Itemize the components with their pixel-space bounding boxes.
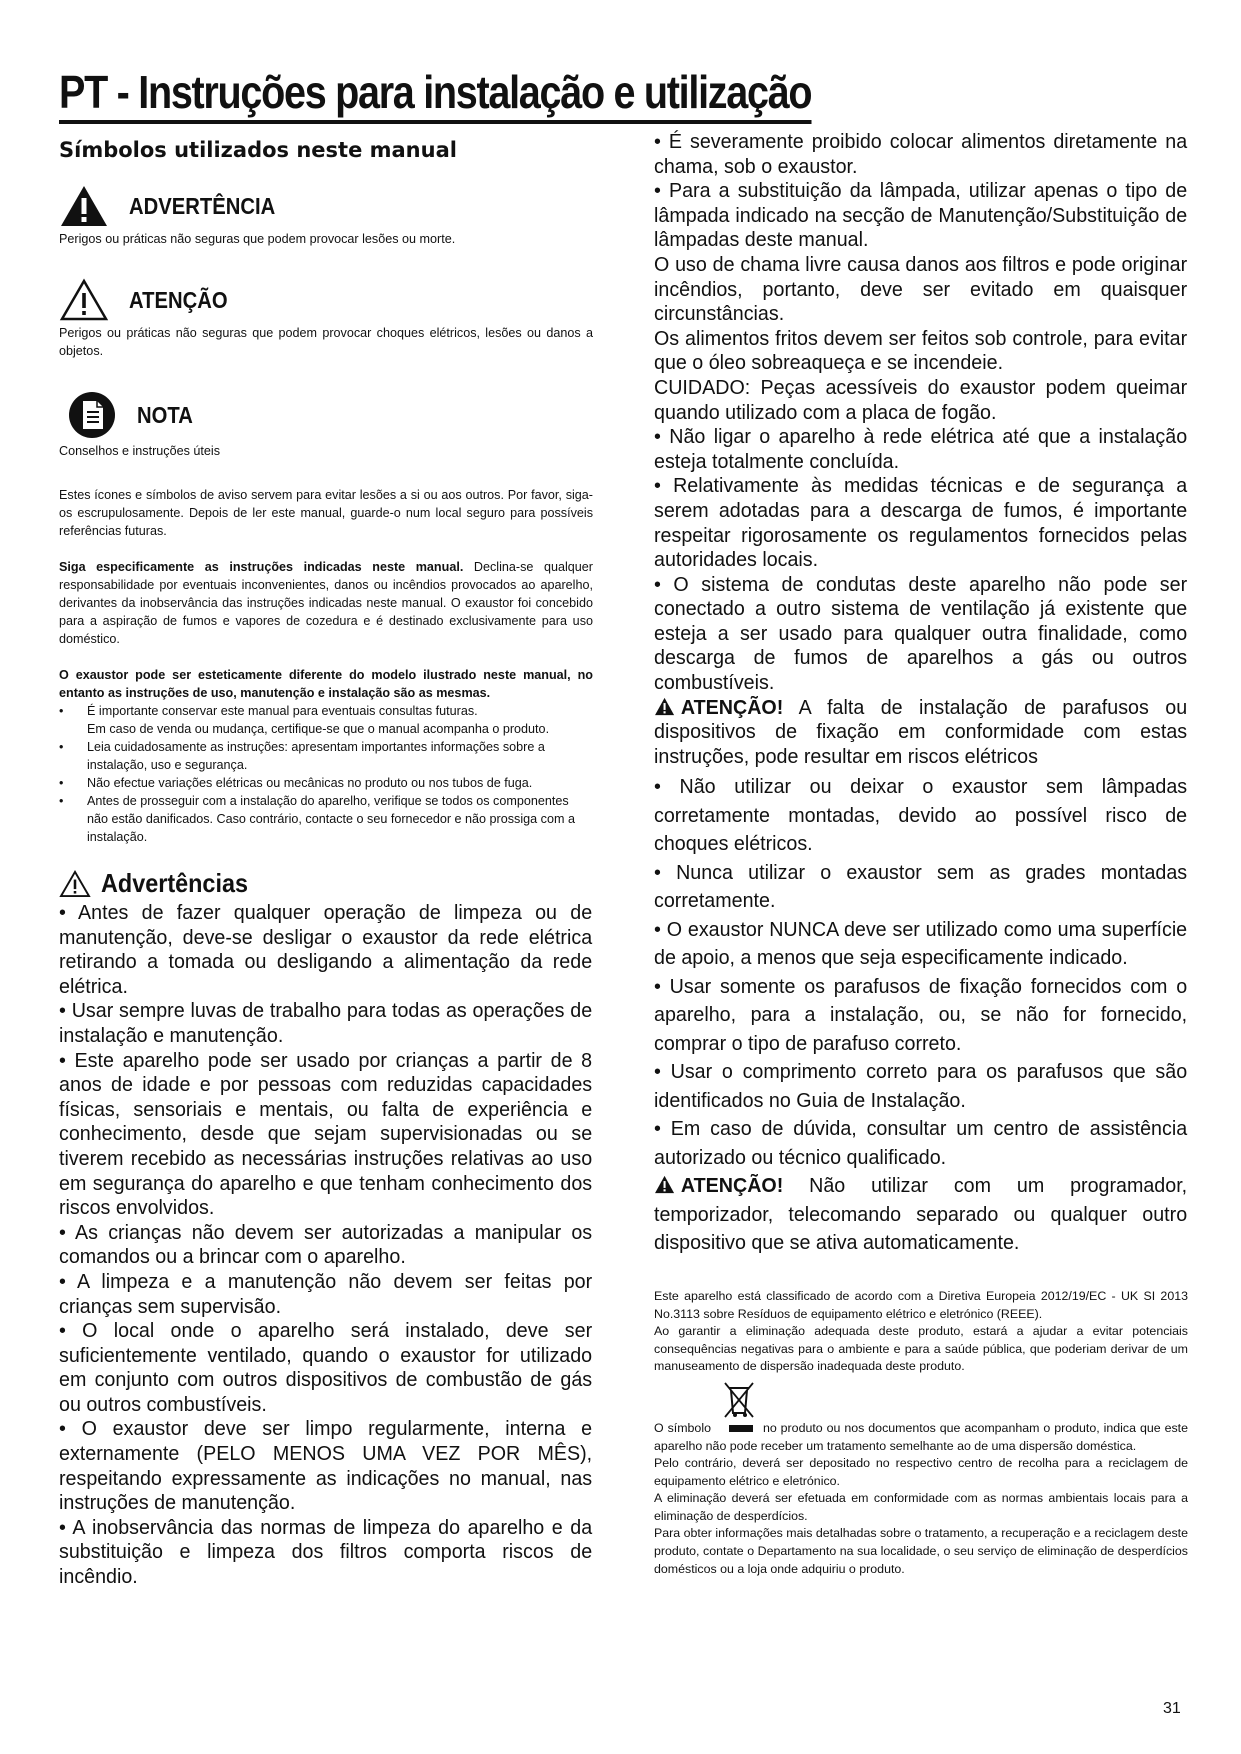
attention-paragraph-1 [654, 696, 1187, 770]
intro-paragraph: Estes ícones e símbolos de aviso servem para evitar lesões a si ou aos outros. Por favor, siga-os escrupulosamente. Depois de ler este manual, guarde-o num local seguro para possíveis referências futuras. [59, 488, 593, 538]
warning-item: • Não ligar o aparelho à rede elétrica até que a instalação esteja totalmente concluída. [654, 425, 1188, 473]
disposal-section [654, 1288, 1188, 1578]
warning-item: • O local onde o aparelho será instalado, deve ser suficientemente ventilado, quando o exaustor for utilizado em conjunto com outros dispositivos de combustão de gás ou outros combustíveis. [59, 1319, 593, 1416]
warning-label: ADVERTÊNCIA [129, 192, 276, 219]
right-column [654, 130, 1188, 1578]
disposal-paragraph: Pelo contrário, deverá ser depositado no respectivo centro de recolha para a reciclagem de equipamento elétrico e eletrónico. [654, 1456, 1188, 1488]
symbol-text: no produto ou nos documentos que acompanham o produto, indica que este aparelho não pode receber um tratamento semelhante ao de uma dispersão doméstica. [654, 1420, 1188, 1453]
warning-item: • Usar sempre luvas de trabalho para todas as operações de instalação e manutenção. [59, 999, 593, 1047]
warning-item: O uso de chama livre causa danos aos filtros e pode originar incêndios, portanto, deve ser evitado em quaisquer circunstâncias. [654, 252, 1188, 326]
disposal-paragraph: A eliminação deverá ser efetuada em conformidade com as normas ambientais locais para a eliminação de desperdícios. [654, 1491, 1188, 1523]
page-number: 31 [1163, 1700, 1181, 1717]
warning-symbol-heading [59, 184, 593, 228]
list-item: • Antes de prosseguir com a instalação do aparelho, verifique se todos os componentes não estão danificados. Caso contrário, contacte o seu fornecedor e não prossiga com a instalação. [59, 792, 593, 846]
warning-filled-icon [654, 1175, 675, 1194]
warning-item: • Antes de fazer qualquer operação de limpeza ou de manutenção, deve-se desligar o exaustor da rede elétrica retirando a tomada ou desligando a alimentação da rede elétrica. [59, 901, 593, 998]
warning-item: • O exaustor deve ser limpo regularmente, interna e externamente (PELO MENOS UMA VEZ POR MÊS), respeitando expressamente as indicações no manual, nas instruções de manutenção. [59, 1417, 593, 1515]
warning-item: • Usar o comprimento correto para os parafusos que são identificados no Guia de Instalação. [654, 1060, 1188, 1112]
list-item: • É importante conservar este manual para eventuais consultas futuras. Em caso de venda ou mudança, certifique-se que o manual acompanha o produto. [59, 702, 593, 738]
warning-item: • As crianças não devem ser autorizadas a manipular os comandos ou a brincar com o aparelho. [59, 1220, 593, 1269]
warning-description: Perigos ou práticas não seguras que podem provocar lesões ou morte. [59, 232, 456, 246]
follow-instructions-text: Declina-se qualquer responsabilidade por eventuais inconvenientes, danos ou incêndios provocados ao aparelho, derivantes da inobservância das instruções indicadas neste manual. O exaustor foi concebido para a aspiração de fumos e vapores de cozedura e é destinado exclusivamente para uso doméstico. [59, 560, 593, 646]
note-symbol-heading [59, 390, 593, 440]
caution-description: Perigos ou práticas não seguras que podem provocar choques elétricos, lesões ou danos a objetos. [59, 326, 593, 358]
warning-item: CUIDADO: Peças acessíveis do exaustor podem queimar quando utilizado com a placa de fogão. [654, 375, 1188, 424]
caution-label: ATENÇÃO [129, 286, 228, 313]
warning-item: • Não utilizar ou deixar o exaustor sem lâmpadas corretamente montadas, devido ao possível risco de choques elétricos. [654, 775, 1188, 856]
left-column [59, 134, 593, 1590]
disposal-symbol-paragraph [654, 1420, 1188, 1455]
warning-item: Os alimentos fritos devem ser feitos sob controle, para evitar que o óleo sobreaqueça e se incendeie. [654, 326, 1188, 375]
crossed-out-bin-icon [719, 1380, 759, 1420]
model-note: O exaustor pode ser esteticamente diferente do modelo ilustrado neste manual, no entanto as instruções de uso, manutenção e instalação são as mesmas. [59, 668, 593, 700]
left-warnings [59, 901, 593, 1590]
caution-outline-icon [59, 870, 91, 898]
warnings-title: Advertências [101, 868, 248, 898]
note-document-icon [67, 390, 117, 440]
warning-item: • Este aparelho pode ser usado por crianças a partir de 8 anos de idade e por pessoas com reduzidas capacidades físicas, sensoriais e mentais, ou falta de experiência e conhecimento, desde que sejam supervisionadas ou se tiverem recebido as necessárias instruções relativas ao uso em segurança do aparelho e que tenham conhecimento dos riscos envolvidos. [59, 1048, 593, 1220]
list-item: • Não efectue variações elétricas ou mecânicas no produto ou nos tubos de fuga. [59, 774, 593, 792]
warning-item: • Para a substituição da lâmpada, utilizar apenas o tipo de lâmpada indicado na secção de Manutenção/Substituição de lâmpadas deste manual. [654, 179, 1188, 252]
caution-symbol-heading [59, 278, 593, 322]
symbols-subtitle: Símbolos utilizados neste manual [59, 138, 457, 162]
symbol-bar [729, 1425, 753, 1432]
attention-text: A falta de instalação de parafusos ou dispositivos de fixação em conformidade com estas instruções, pode resultar em riscos elétricos [654, 695, 1188, 768]
follow-instructions-paragraph [59, 558, 593, 648]
list-item: • Leia cuidadosamente as instruções: apresentam importantes informações sobre a instalação, uso e segurança. [59, 738, 593, 774]
warning-item: • Relativamente às medidas técnicas e de segurança a serem adotadas para a descarga de fumos, é importante respeitar rigorosamente os regulamentos fornecidos pelas autoridades locais. [654, 474, 1188, 572]
disposal-paragraph: Para obter informações mais detalhadas sobre o tratamento, a recuperação e a reciclagem deste produto, contate o Departamento na sua localidade, o seu serviço de eliminação de desperdícios domésticos ou a loja onde adquiriu o produto. [654, 1526, 1188, 1576]
warning-item: • É severamente proibido colocar alimentos diretamente na chama, sob o exaustor. [654, 130, 1188, 178]
attention-label: ATENÇÃO! [680, 1174, 784, 1198]
caution-outline-icon [59, 278, 109, 322]
warning-item: • Em caso de dúvida, consultar um centro de assistência autorizado ou técnico qualificado. [654, 1117, 1188, 1169]
warnings-heading [59, 868, 593, 899]
follow-instructions-bold: Siga especificamente as instruções indicadas neste manual. [59, 560, 464, 574]
symbol-prefix: O símbolo [654, 1420, 711, 1435]
preliminary-list [59, 702, 593, 846]
warning-item: • O exaustor NUNCA deve ser utilizado como uma superfície de apoio, a menos que seja especificamente indicado. [654, 917, 1188, 970]
warning-item: • Nunca utilizar o exaustor sem as grades montadas corretamente. [654, 860, 1188, 913]
right-warnings-2 [654, 773, 1188, 1172]
note-label: NOTA [137, 401, 193, 428]
attention-paragraph-2 [654, 1172, 1187, 1258]
attention-text: Não utilizar com um programador, temporizador, telecomando separado ou qualquer outro dispositivo que se ativa automaticamente. [654, 1174, 1188, 1255]
disposal-paragraph: Ao garantir a eliminação adequada deste produto, estará a ajudar a evitar potenciais consequências negativas para o ambiente e para a saúde pública, que poderiam derivar de um manuseamento de dispersão inadequada deste produto. [654, 1324, 1188, 1374]
page-title: PT - Instruções para instalação e utilização [59, 64, 811, 124]
warning-item: • O sistema de condutas deste aparelho não pode ser conectado a outro sistema de ventilação já existente que esteja a ser usado para qualquer outra finalidade, como descarga de fumos de aparelhos a gás ou outros combustíveis. [654, 572, 1188, 695]
right-warnings [654, 130, 1188, 696]
warning-filled-icon [654, 697, 675, 716]
note-description: Conselhos e instruções úteis [59, 444, 221, 458]
warning-item: • A inobservância das normas de limpeza do aparelho e da substituição e limpeza dos filtros comporta riscos de incêndio. [59, 1515, 593, 1589]
attention-label: ATENÇÃO! [680, 695, 784, 719]
warning-item: • Usar somente os parafusos de fixação fornecidos com o aparelho, para a instalação, ou, se não for fornecido, comprar o tipo de parafuso correto. [654, 974, 1188, 1055]
disposal-paragraph: Este aparelho está classificado de acordo com a Diretiva Europeia 2012/19/EC - UK SI 2013 No.3113 sobre Resíduos de equipamento elétrico e eletrónico (REEE). [654, 1288, 1188, 1321]
warning-item: • A limpeza e a manutenção não devem ser feitas por crianças sem supervisão. [59, 1269, 593, 1318]
warning-filled-icon [59, 184, 109, 228]
